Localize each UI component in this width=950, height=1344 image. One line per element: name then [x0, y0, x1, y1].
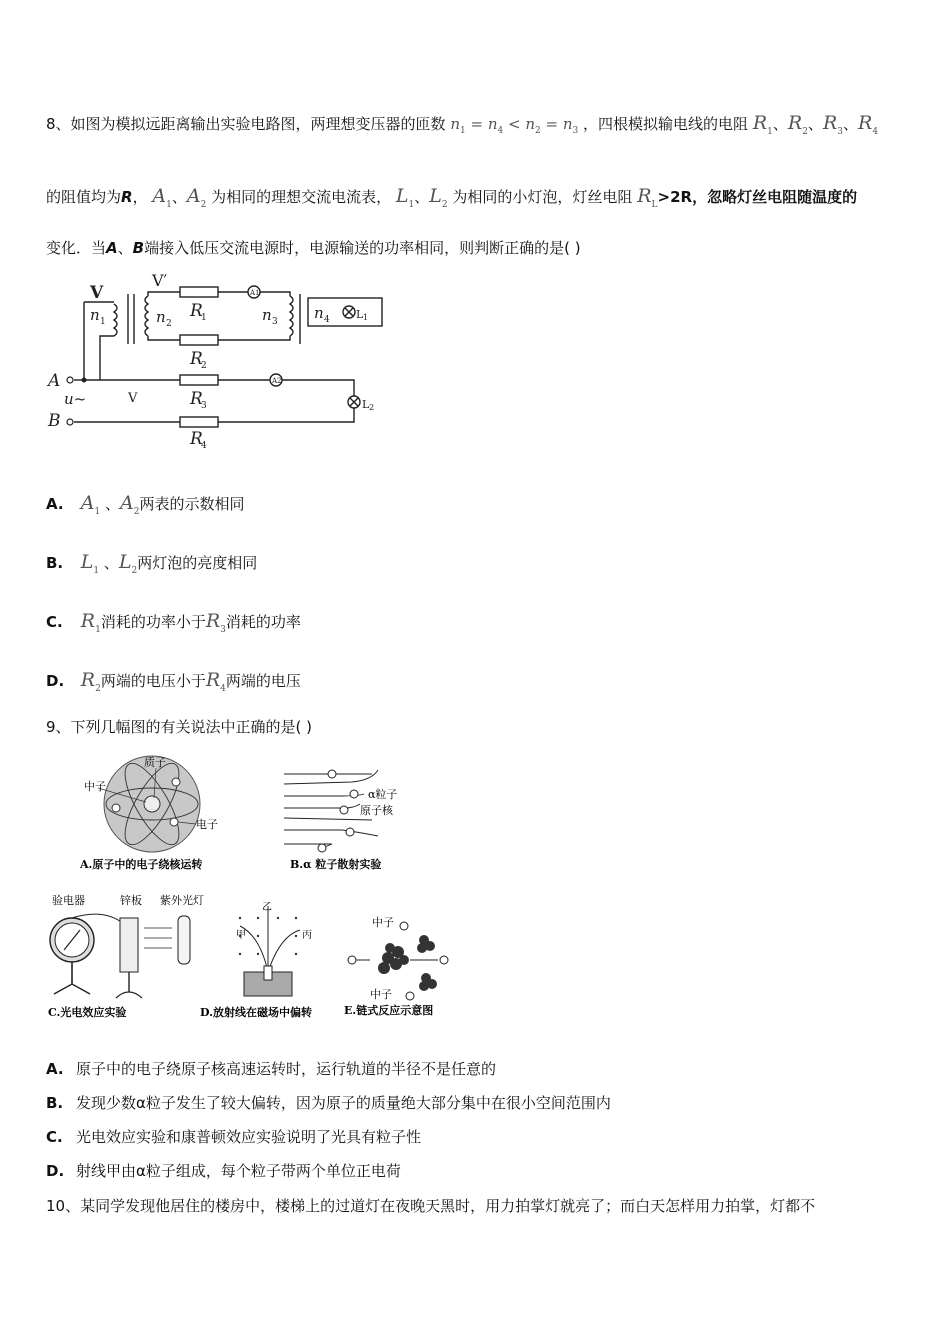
- q8-option-a[interactable]: A. $A_1$ 、$A_2$两表的示数相同: [46, 492, 245, 517]
- figure-photoelectric: [44, 888, 214, 1022]
- label-proton: 质子: [144, 756, 166, 769]
- svg-text:L: L: [362, 398, 370, 411]
- svg-text:n: n: [90, 306, 100, 324]
- label-V: V: [90, 283, 104, 303]
- q9-option-a[interactable]: A. 原子中的电子绕原子核高速运转时，运行轨道的半径不是任意的: [46, 1060, 497, 1078]
- q8-option-d[interactable]: D. $R_2$两端的电压小于$R_4$两端的电压: [46, 669, 301, 694]
- svg-text:u~: u~: [64, 390, 87, 408]
- label-alpha: α粒子: [368, 788, 398, 801]
- q8-line2: 的阻值均为R， $A_1$、$A_2$ 为相同的理想交流电流表， $L_1$、$L_2$ 为相同的小灯泡，灯丝电阻 $R_L>2R$，忽略灯丝电阻随温度的: [46, 185, 858, 210]
- figure-chain-reaction: [340, 910, 470, 1022]
- filament-resistance: $R_L$: [637, 185, 658, 210]
- svg-text:R: R: [190, 349, 203, 369]
- label-bing: 丙: [302, 930, 312, 941]
- svg-text:A2: A2: [272, 377, 282, 385]
- q9-option-b[interactable]: B. 发现少数α粒子发生了较大偏转，因为原子的质量绝大部分集中在很小空间范围内: [46, 1094, 611, 1112]
- resistance-R: R: [121, 188, 133, 206]
- figure-alpha-scattering: [282, 764, 442, 874]
- figure-radiation: [200, 896, 340, 1022]
- circuit-diagram: [44, 272, 394, 452]
- q8-line3: 变化．当A、B端接入低压交流电源时，电源输送的功率相同，则判断正确的是( ): [46, 239, 581, 257]
- svg-text:n: n: [156, 308, 166, 326]
- svg-text:L: L: [356, 308, 364, 321]
- svg-text:4: 4: [201, 441, 207, 451]
- caption-d: D.放射线在磁场中偏转: [200, 1006, 312, 1019]
- label-electron: 电子: [196, 818, 218, 831]
- caption-e: E.链式反应示意图: [344, 1004, 434, 1017]
- caption-c: C.光电效应实验: [48, 1006, 127, 1019]
- svg-text:3: 3: [272, 317, 278, 327]
- svg-text:B: B: [48, 411, 61, 431]
- caption-b: B.α 粒子散射实验: [290, 858, 382, 871]
- svg-text:1: 1: [201, 313, 207, 323]
- label-neutron: 中子: [84, 780, 106, 793]
- label-uv-lamp: 紫外光灯: [160, 894, 204, 907]
- svg-text:R: R: [190, 301, 203, 321]
- label-Vprime: V′: [152, 272, 168, 290]
- q8-stem-part2: ，四根模拟输电线的电阻: [583, 115, 749, 133]
- label-nucleus: 原子核: [360, 804, 393, 817]
- turns-relation: $n_1 = n_4 < n_2 = n_3$: [450, 115, 579, 136]
- svg-text:2: 2: [369, 403, 375, 412]
- label-yi: 乙: [262, 902, 272, 913]
- q8-option-c[interactable]: C. $R_1$消耗的功率小于$R_3$消耗的功率: [46, 610, 301, 635]
- svg-text:A: A: [48, 371, 61, 391]
- ammeter-symbols: $A_1$: [152, 185, 172, 210]
- q9-option-c[interactable]: C. 光电效应实验和康普顿效应实验说明了光具有粒子性: [46, 1128, 422, 1146]
- svg-text:1: 1: [100, 317, 106, 327]
- q8-line1: 8、如图为模拟远距离输出实验电路图，两理想变压器的匝数 $n_1 = n_4 < n_2 = n_3$ ，四根模拟输电线的电阻 $R_1$、$R_2$、$R_3$、$R_4$: [46, 112, 879, 137]
- figure-atom: [78, 752, 248, 874]
- label-jia: 甲: [236, 930, 246, 941]
- lamp-symbols: $L_1$: [395, 185, 415, 210]
- label-electroscope: 验电器: [52, 894, 85, 907]
- q10-stem: 10、某同学发现他居住的楼房中，楼梯上的过道灯在夜晚天黑时，用力拍掌灯就亮了；而白天怎样用力拍掌，灯都不: [46, 1197, 816, 1215]
- label-zinc: 锌板: [120, 894, 142, 907]
- svg-text:4: 4: [324, 315, 330, 325]
- q8-option-b[interactable]: B. $L_1$ 、$L_2$两灯泡的亮度相同: [46, 551, 258, 576]
- svg-text:n: n: [314, 304, 324, 322]
- resistor-list: $R_1$: [752, 112, 773, 137]
- svg-text:2: 2: [166, 319, 172, 329]
- svg-text:A1: A1: [250, 289, 260, 297]
- q8-stem-part1: 8、如图为模拟远距离输出实验电路图，两理想变压器的匝数: [46, 115, 446, 133]
- svg-text:n: n: [262, 306, 272, 324]
- q9-option-d[interactable]: D. 射线甲由α粒子组成，每个粒子带两个单位正电荷: [46, 1162, 401, 1180]
- label-neutron-2: 中子: [370, 988, 392, 1001]
- svg-text:2: 2: [201, 361, 207, 371]
- svg-text:R: R: [190, 389, 203, 409]
- q9-stem: 9、下列几幅图的有关说法中正确的是( ): [46, 718, 313, 736]
- svg-text:3: 3: [201, 401, 207, 411]
- svg-text:R: R: [190, 429, 203, 449]
- caption-a: A.原子中的电子绕核运转: [80, 858, 203, 871]
- svg-text:1: 1: [363, 313, 369, 322]
- svg-text:V: V: [128, 391, 138, 406]
- label-neutron-1: 中子: [372, 916, 394, 929]
